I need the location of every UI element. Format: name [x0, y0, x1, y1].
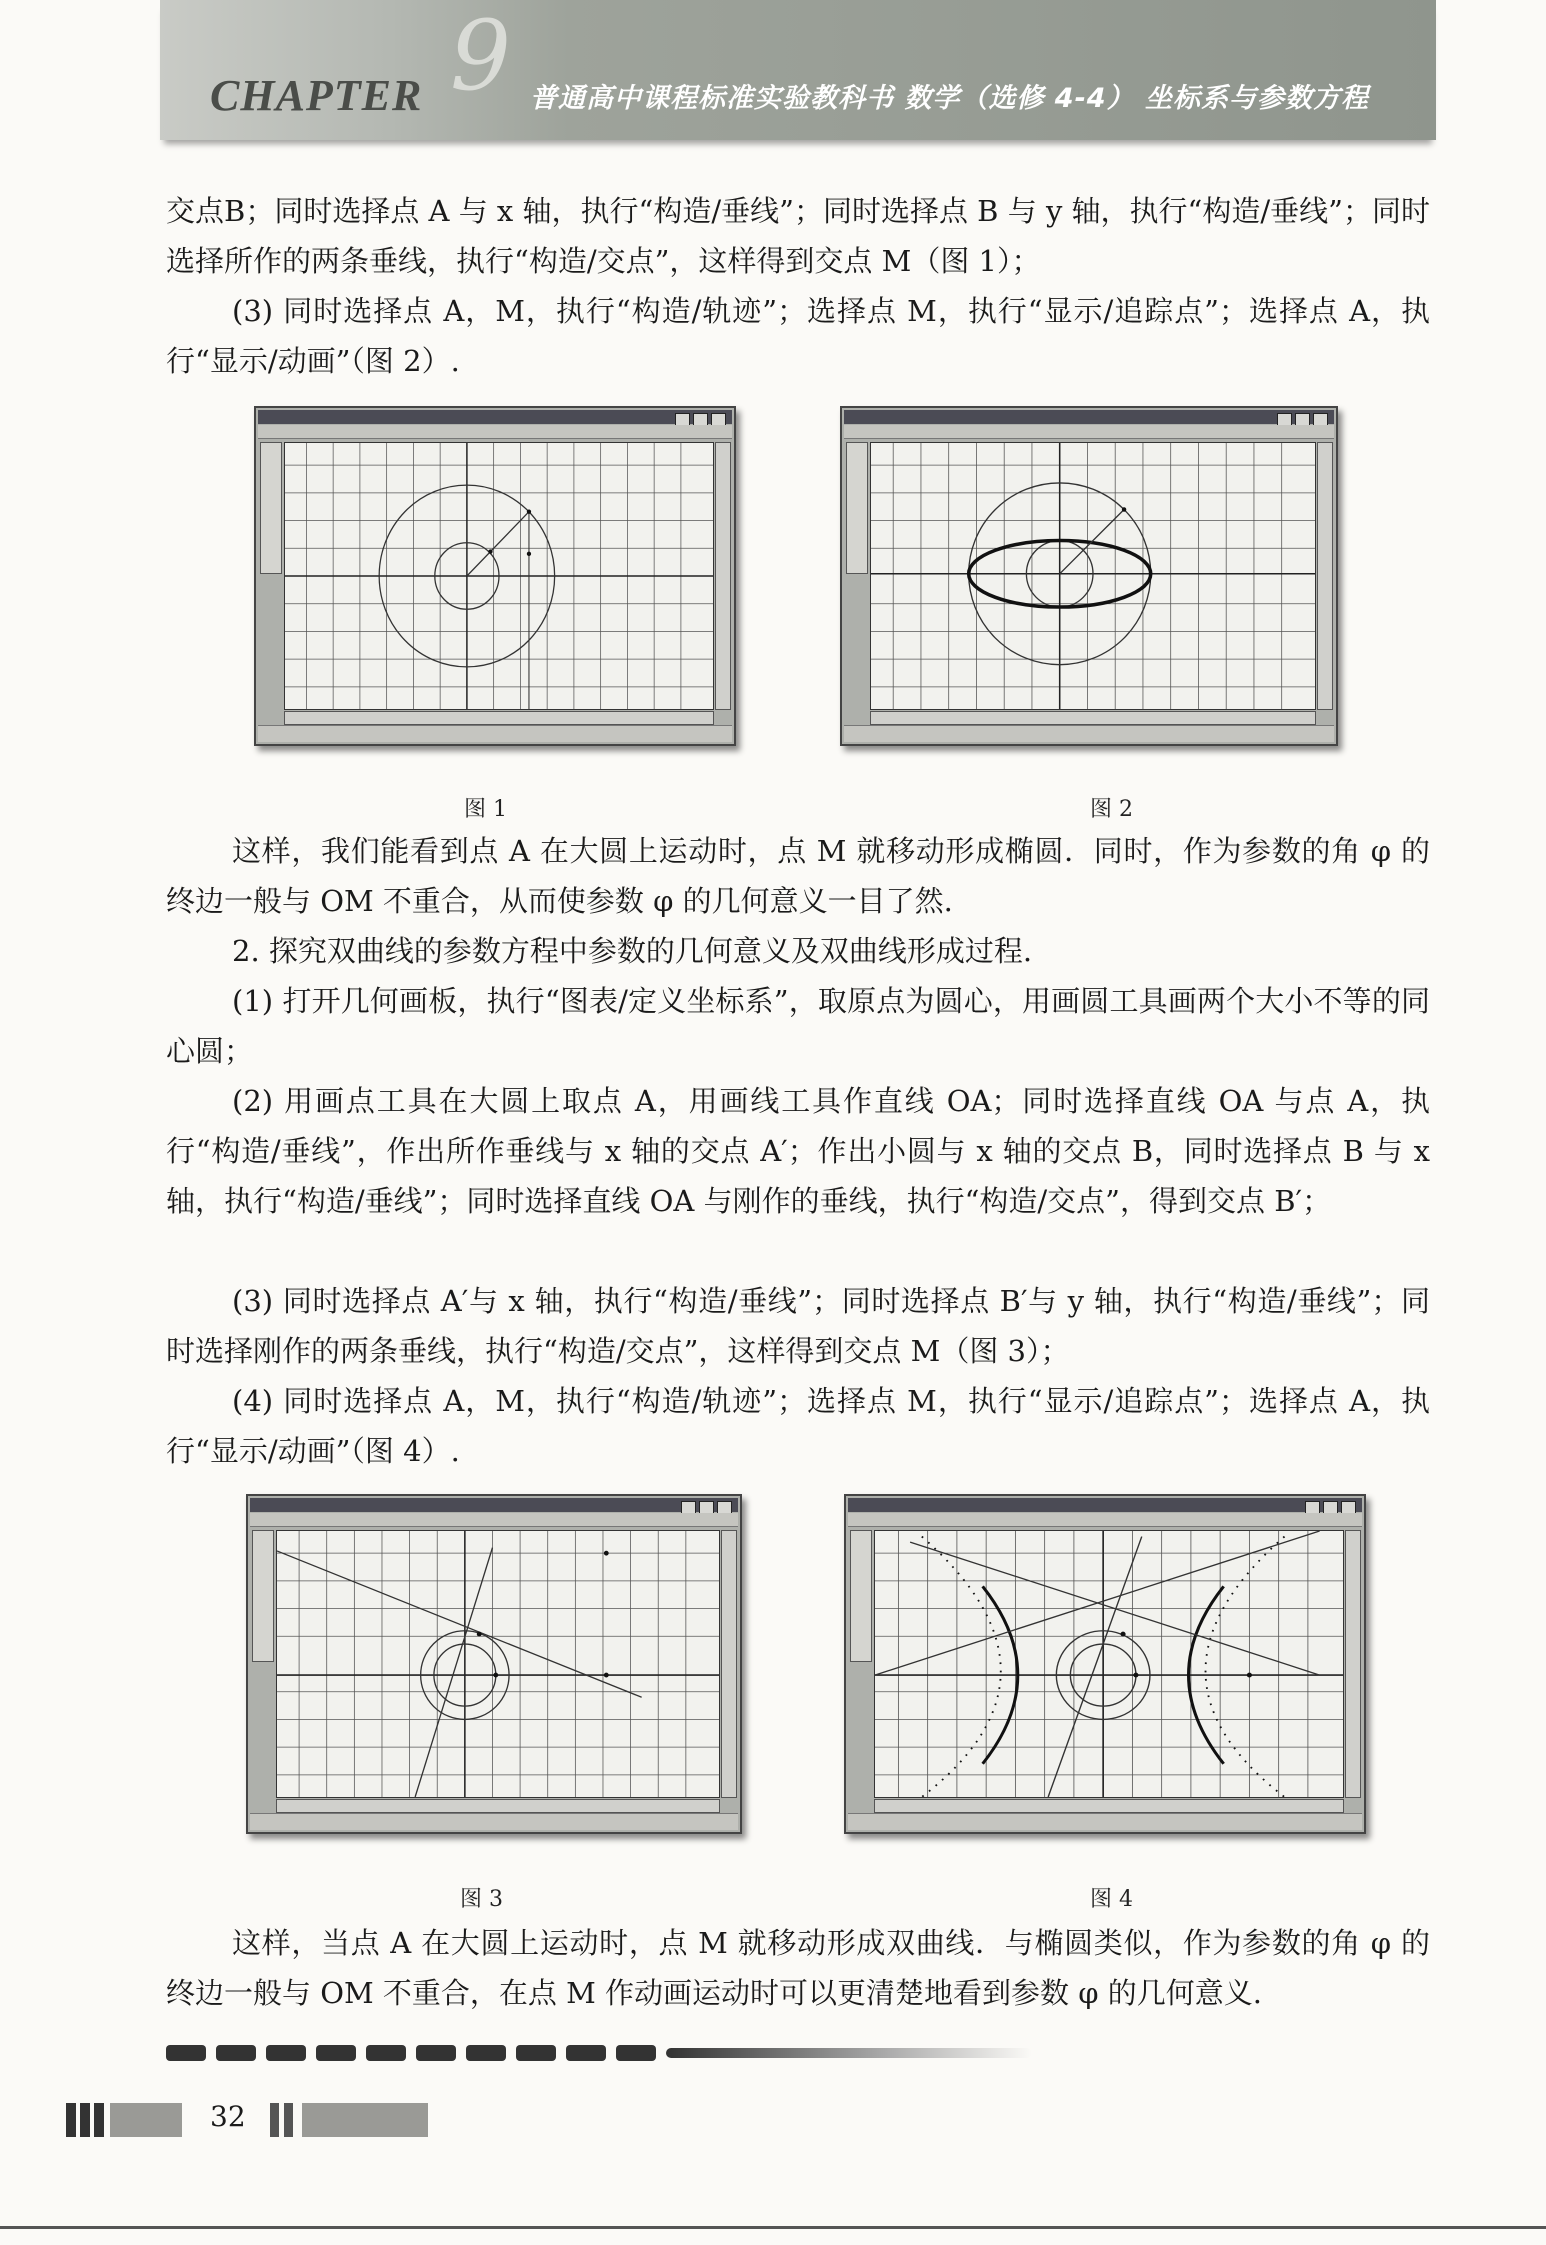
horizontal-scrollbar[interactable]: [870, 711, 1316, 725]
paragraph-8: (4) 同时选择点 A，M，执行“构造/轨迹”；选择点 M，执行“显示/追踪点”；选择点 A，执行“显示/动画”（图 4）.: [166, 1384, 1430, 1468]
window-titlebar: [250, 1498, 738, 1512]
footer-bars-right: [270, 2103, 293, 2137]
paragraph-3: 这样，我们能看到点 A 在大圆上运动时，点 M 就移动形成椭圆．同时，作为参数的角 φ 的终边一般与 OM 不重合，从而使参数 φ 的几何意义一目了然.: [166, 834, 1430, 918]
paragraph-5: (1) 打开几何画板，执行“图表/定义坐标系”，取原点为圆心，用画圆工具画两个大小不等的同心圆；: [166, 984, 1430, 1068]
status-bar: [848, 1813, 1362, 1830]
horizontal-scrollbar[interactable]: [276, 1799, 720, 1813]
tool-palette: [846, 442, 868, 574]
figure-2-drawing: [871, 443, 1315, 709]
page-number: 32: [210, 2100, 246, 2133]
decorative-divider: [166, 2042, 1032, 2064]
figure-4-screenshot: [844, 1494, 1366, 1834]
paragraph-6: (2) 用画点工具在大圆上取点 A，用画线工具作直线 OA；同时选择直线 OA 与点 A，执行“构造/垂线”，作出所作垂线与 x 轴的交点 A′；作出小圆与 x 轴的交点 B，同时选择点 B 与 x 轴，执行“构造/垂线”；同时选择直线 OA 与刚作的垂线，执行“构造/交点”，得到交点 B′；: [166, 1084, 1430, 1218]
status-bar: [250, 1813, 738, 1830]
sketch-canvas: [870, 442, 1316, 710]
chapter-header: [160, 0, 1436, 140]
window-titlebar: [848, 1498, 1362, 1512]
figure-1-screenshot: [254, 406, 736, 746]
vertical-scrollbar[interactable]: [721, 1530, 737, 1798]
footer-grey-block: [110, 2103, 182, 2137]
book-title: 普通高中课程标准实验教科书 数学（选修 4-4） 坐标系与参数方程: [530, 83, 1369, 114]
figure-1-caption: 图 1: [464, 797, 507, 822]
status-bar: [258, 725, 732, 742]
figure-2-caption: 图 2: [1090, 797, 1133, 822]
status-bar: [844, 725, 1334, 742]
page-bottom-rule: [0, 2226, 1546, 2229]
tool-palette: [260, 442, 282, 574]
horizontal-scrollbar[interactable]: [284, 711, 714, 725]
tool-palette: [850, 1530, 872, 1662]
chapter-label: CHAPTER: [210, 71, 423, 120]
paragraph-9: 这样，当点 A 在大圆上运动时，点 M 就移动形成双曲线．与椭圆类似，作为参数的角 φ 的终边一般与 OM 不重合，在点 M 作动画运动时可以更清楚地看到参数 φ 的几何意义.: [166, 1926, 1430, 2010]
vertical-scrollbar[interactable]: [1317, 442, 1333, 710]
window-titlebar: [844, 410, 1334, 424]
footer-grey-block-right: [302, 2103, 428, 2137]
paragraph-7: (3) 同时选择点 A′与 x 轴，执行“构造/垂线”；同时选择点 B′与 y 轴，执行“构造/垂线”；同时选择刚作的两条垂线，执行“构造/交点”，这样得到交点 M（图 3）；: [166, 1284, 1430, 1368]
paragraph-2: (3) 同时选择点 A，M，执行“构造/轨迹”；选择点 M，执行“显示/追踪点”；选择点 A，执行“显示/动画”（图 2）.: [166, 294, 1430, 378]
sketch-canvas: [874, 1530, 1344, 1798]
window-menubar: [250, 1513, 738, 1527]
footer-bars-left: [66, 2103, 104, 2137]
window-titlebar: [258, 410, 732, 424]
vertical-scrollbar[interactable]: [715, 442, 731, 710]
window-menubar: [258, 425, 732, 439]
horizontal-scrollbar[interactable]: [874, 1799, 1344, 1813]
window-menubar: [848, 1513, 1362, 1527]
chapter-number: 9: [450, 0, 512, 112]
paragraph-4: 2. 探究双曲线的参数方程中参数的几何意义及双曲线形成过程.: [232, 934, 1033, 968]
figure-4-caption: 图 4: [1090, 1887, 1133, 1912]
vertical-scrollbar[interactable]: [1345, 1530, 1361, 1798]
window-menubar: [844, 425, 1334, 439]
figure-3-screenshot: [246, 1494, 742, 1834]
figure-2-screenshot: [840, 406, 1338, 746]
sketch-canvas: [284, 442, 714, 710]
figure-3-drawing: [277, 1531, 719, 1797]
paragraph-1: 交点B；同时选择点 A 与 x 轴，执行“构造/垂线”；同时选择点 B 与 y 轴，执行“构造/垂线”；同时选择所作的两条垂线，执行“构造/交点”，这样得到交点 M（图 1）；: [166, 194, 1430, 278]
figure-4-drawing: [875, 1531, 1343, 1797]
figure-3-caption: 图 3: [460, 1887, 503, 1912]
sketch-canvas: [276, 1530, 720, 1798]
tool-palette: [252, 1530, 274, 1662]
figure-1-drawing: [285, 443, 713, 709]
